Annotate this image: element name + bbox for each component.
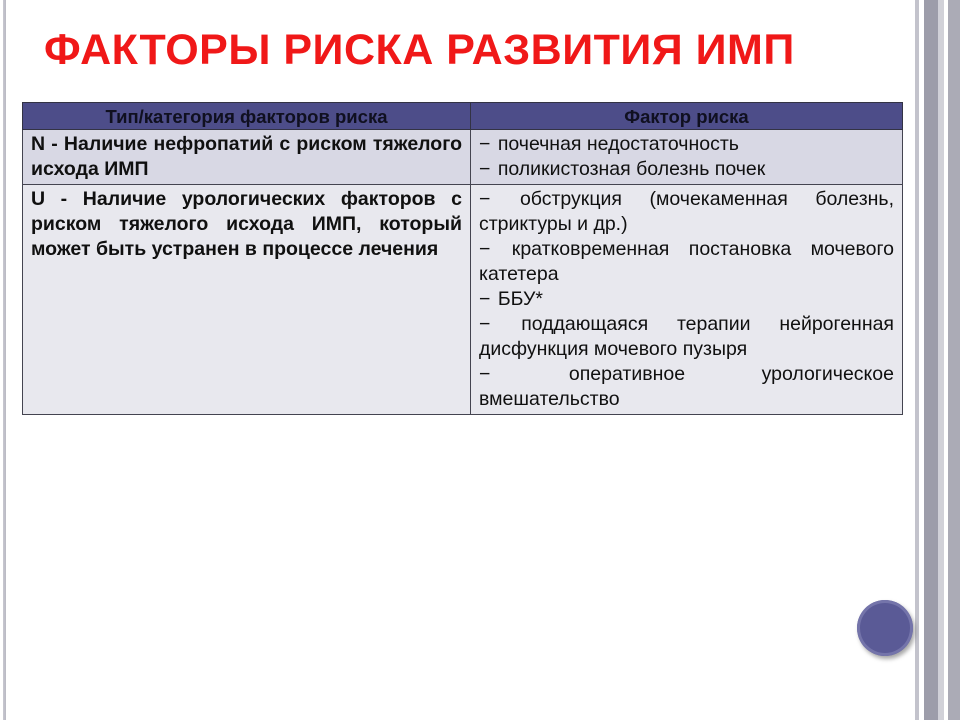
dash-bullet: − <box>479 133 491 155</box>
header-factor: Фактор риска <box>471 103 903 130</box>
dash-bullet: − <box>479 363 491 385</box>
right-bar <box>915 0 919 720</box>
slide-title: ФАКТОРЫ РИСКА РАЗВИТИЯ ИМП <box>44 26 795 74</box>
left-border-decoration <box>0 0 9 720</box>
factors-cell <box>471 185 903 415</box>
right-bar <box>938 0 944 720</box>
factor-text: поддающаяся терапии нейрогенная дисфункция мочевого пузыря <box>479 313 894 360</box>
category-cell: N - Наличие нефропатий с риском тяжелого исхода ИМП <box>23 130 471 185</box>
risk-factors-table <box>22 102 903 415</box>
table-header-row <box>23 103 903 130</box>
category-cell: U - Наличие урологических факторов с риском тяжелого исхода ИМП, который может быть устранен в процессе лечения <box>23 185 471 415</box>
right-bar <box>948 0 960 720</box>
factor-item <box>479 237 894 287</box>
right-bars-decoration <box>915 0 960 720</box>
factor-item <box>479 362 894 412</box>
right-bar <box>924 0 938 720</box>
factor-item <box>479 187 894 237</box>
circle-decoration <box>857 600 913 656</box>
factor-item <box>479 157 894 182</box>
header-category: Тип/категория факторов риска <box>23 103 471 130</box>
dash-bullet: − <box>479 288 491 310</box>
factor-text: ББУ* <box>497 288 543 310</box>
factor-text: поликистозная болезнь почек <box>497 158 766 180</box>
factor-item <box>479 312 894 362</box>
factor-text: обструкция (мочекаменная болезнь, стриктуры и др.) <box>479 188 895 235</box>
dash-bullet: − <box>479 158 491 180</box>
table-row <box>23 130 903 185</box>
table-row <box>23 185 903 415</box>
factor-item <box>479 287 894 312</box>
dash-bullet: − <box>479 238 491 260</box>
factors-cell <box>471 130 903 185</box>
dash-bullet: − <box>479 313 491 335</box>
factor-text: кратковременная постановка мочевого катетера <box>479 238 894 285</box>
dash-bullet: − <box>479 188 491 210</box>
factor-text: оперативное урологическое вмешательство <box>479 363 894 410</box>
factor-text: почечная недостаточность <box>497 133 739 155</box>
factor-item <box>479 132 894 157</box>
